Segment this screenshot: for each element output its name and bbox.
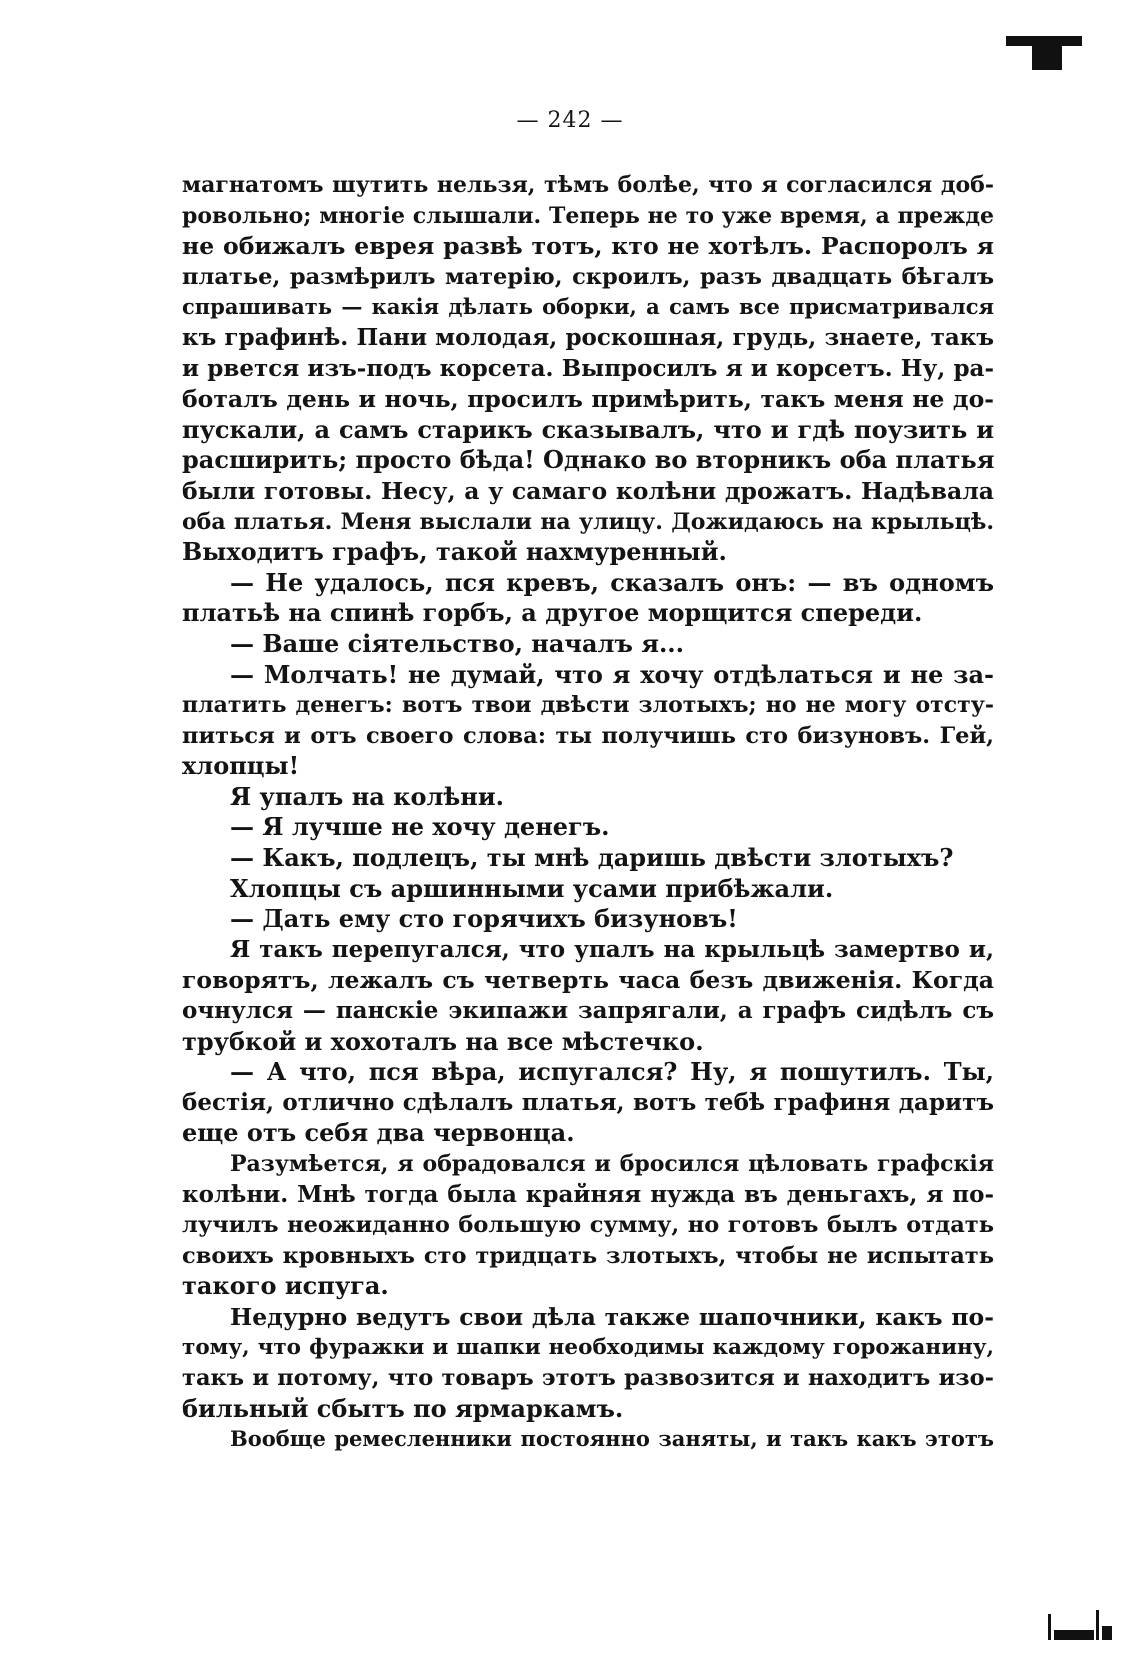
text-line: Я такъ перепугался, что упалъ на крыльцѣ замертво и, <box>230 935 994 963</box>
text-line: еще отъ себя два червонца. <box>182 1118 575 1148</box>
text-line: пускали, а самъ старикъ сказывалъ, что и гдѣ поузить и <box>182 414 994 444</box>
text-line: — Не удалось, пся кревъ, сказалъ онъ: — въ одномъ <box>230 567 994 597</box>
text-line: оба платья. Меня выслали на улицу. Дожидаюсь на крыльцѣ. <box>182 508 994 535</box>
text-line: — Какъ, подлецъ, ты мнѣ даришь двѣсти злотыхъ? <box>230 843 954 873</box>
text-line: — Дать ему сто горячихъ бизуновъ! <box>230 904 738 934</box>
text-line: говорятъ, лежалъ съ четверть часа безъ движенія. Когда <box>182 966 994 995</box>
text-line: расширить; просто бѣда! Однако во вторникъ оба платья <box>182 445 995 475</box>
text-line: — Молчать! не думай, что я хочу отдѣлаться и не за- <box>230 659 994 689</box>
text-line: Хлопцы съ аршинными усами прибѣжали. <box>230 873 834 903</box>
text-line: ровольно; многіе слышали. Теперь не то уже время, а прежде <box>182 202 994 229</box>
text-line: лучилъ неожиданно большую сумму, но готовъ былъ отдать <box>182 1212 994 1239</box>
text-line: были готовы. Несу, а у самаго колѣни дрожатъ. Надѣвала <box>182 476 994 505</box>
text-line: хлопцы! <box>182 751 300 781</box>
text-line: Я упалъ на колѣни. <box>230 781 505 811</box>
text-line: къ графинѣ. Пани молодая, роскошная, грудь, знаете, такъ <box>182 323 994 351</box>
text-line: магнатомъ шутить нельзя, тѣмъ болѣе, что я согласился доб- <box>182 172 994 198</box>
scan-mark-bottom <box>1046 1600 1118 1640</box>
scan-mark-top <box>1006 36 1082 46</box>
text-line: своихъ кровныхъ сто тридцать злотыхъ, чтобы не испытать <box>182 1242 994 1269</box>
text-line: платьѣ на спинѣ горбъ, а другое морщится спереди. <box>182 598 923 628</box>
text-line: — Ваше сіятельство, началъ я... <box>230 628 685 658</box>
text-line: такого испуга. <box>182 1271 389 1301</box>
text-line: такъ и потому, что товаръ этотъ развозится и находитъ изо- <box>182 1365 994 1392</box>
text-line: и рвется изъ-подъ корсета. Выпросилъ я и корсетъ. Ну, ра- <box>182 354 994 382</box>
text-line: колѣни. Мнѣ тогда была крайняя нужда въ деньгахъ, я по- <box>182 1180 994 1208</box>
text-line: бестія, отлично сдѣлалъ платья, вотъ тебѣ графиня даритъ <box>182 1088 994 1116</box>
text-line: трубкой и хохоталъ на все мѣстечко. <box>182 1026 704 1056</box>
text-line: платить денегъ: вотъ твои двѣсти злотыхъ; но не могу отсту- <box>182 692 994 719</box>
text-line: — Я лучше не хочу денегъ. <box>230 812 610 842</box>
text-line: не обижалъ еврея развѣ тотъ, кто не хотѣлъ. Распоролъ я <box>182 232 994 261</box>
text-line: спрашивать — какія дѣлать оборки, а самъ все присматривался <box>182 294 994 320</box>
body-text <box>182 170 994 1455</box>
text-line: — А что, пся вѣра, испугался? Ну, я пошутилъ. Ты, <box>230 1057 994 1087</box>
text-line: боталъ день и ночь, просилъ примѣрить, такъ меня не до- <box>182 385 994 414</box>
text-line: платье, размѣрилъ матерію, скроилъ, разъ двадцать бѣгалъ <box>182 263 994 290</box>
page-number: — 242 — <box>516 108 624 133</box>
text-line: очнулся — панскіе экипажи запрягали, а графъ сидѣлъ съ <box>182 997 994 1025</box>
text-line: бильный сбытъ по ярмаркамъ. <box>182 1393 624 1423</box>
text-line: Разумѣется, я обрадовался и бросился цѣловать графскія <box>230 1151 994 1177</box>
text-line: Вообще ремесленники постоянно заняты, и такъ какъ этотъ <box>230 1426 994 1452</box>
text-line: Недурно ведутъ свои дѣла также шапочники, какъ по- <box>230 1302 994 1331</box>
text-line: тому, что фуражки и шапки необходимы каждому горожанину, <box>182 1334 994 1360</box>
text-line: питься и отъ своего слова: ты получишь сто бизуновъ. Гей, <box>182 722 994 749</box>
text-line: Выходитъ графъ, такой нахмуренный. <box>182 537 727 567</box>
